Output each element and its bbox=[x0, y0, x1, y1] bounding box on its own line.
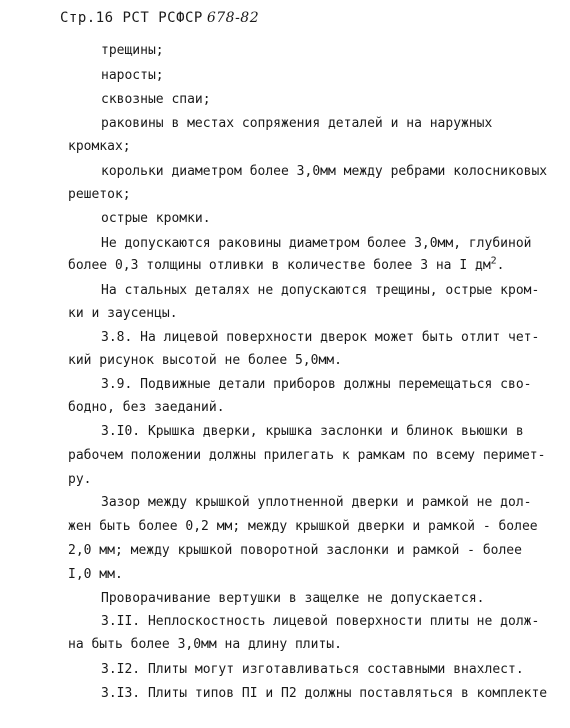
text-line: сквозные спаи; bbox=[101, 92, 211, 107]
text-line: ки и заусенцы. bbox=[68, 306, 178, 321]
text-line: 3.II. Неплоскостность лицевой поверхности плиты не долж- bbox=[101, 614, 540, 629]
text-line: рабочем положении должны прилегать к рамкам по всему перимет- bbox=[68, 448, 546, 463]
text-line: I,0 мм. bbox=[68, 567, 123, 582]
superscript: 2 bbox=[490, 255, 497, 267]
page-header bbox=[60, 10, 259, 26]
text-line: кромках; bbox=[68, 139, 131, 154]
text-line: корольки диаметром более 3,0мм между ребрами колосниковых bbox=[101, 164, 548, 179]
text-line: наросты; bbox=[101, 68, 164, 83]
text-line: на быть более 3,0мм на длину плиты. bbox=[68, 637, 342, 652]
text-line: жен быть более 0,2 мм; между крышкой дверки и рамкой - более bbox=[68, 519, 538, 534]
text-line: раковины в местах сопряжения деталей и на наружных bbox=[101, 116, 493, 131]
text-segment: . bbox=[496, 258, 505, 273]
text-line: кий рисунок высотой не более 5,0мм. bbox=[68, 353, 342, 368]
text-line: 2,0 мм; между крышкой поворотной заслонки и рамкой - более bbox=[68, 543, 522, 558]
text-line: Не допускаются раковины диаметром более 3,0мм, глубиной bbox=[101, 236, 532, 251]
text-line: трещины; bbox=[101, 43, 164, 58]
text-line: острые кромки. bbox=[101, 211, 211, 226]
text-line: 3.I0. Крышка дверки, крышка заслонки и блинок вьюшки в bbox=[101, 424, 524, 439]
text-line: На стальных деталях не допускаются трещины, острые кром- bbox=[101, 283, 540, 298]
doc-number-handwritten: 678-82 bbox=[206, 10, 260, 26]
text-line: 3.8. На лицевой поверхности дверок может быть отлит чет- bbox=[101, 330, 540, 345]
page-label: Стр.16 РСТ РСФСР bbox=[60, 10, 203, 26]
text-line: бодно, без заеданий. bbox=[68, 400, 225, 415]
text-line: 3.I2. Плиты могут изготавливаться составными внахлест. bbox=[101, 662, 524, 677]
text-line: Зазор между крышкой уплотненной дверки и рамкой не дол- bbox=[101, 495, 532, 510]
text-line: ру. bbox=[68, 472, 92, 487]
text-line: 3.I3. Плиты типов ПI и П2 должны поставляться в комплекте bbox=[101, 686, 548, 701]
text-line: 3.9. Подвижные детали приборов должны перемещаться сво- bbox=[101, 377, 532, 392]
text-line bbox=[68, 255, 505, 274]
text-segment: более 0,3 толщины отливки в количестве более 3 на I дм bbox=[68, 258, 491, 273]
text-line: Проворачивание вертушки в защелке не допускается. bbox=[101, 591, 485, 606]
text-line: решеток; bbox=[68, 187, 131, 202]
